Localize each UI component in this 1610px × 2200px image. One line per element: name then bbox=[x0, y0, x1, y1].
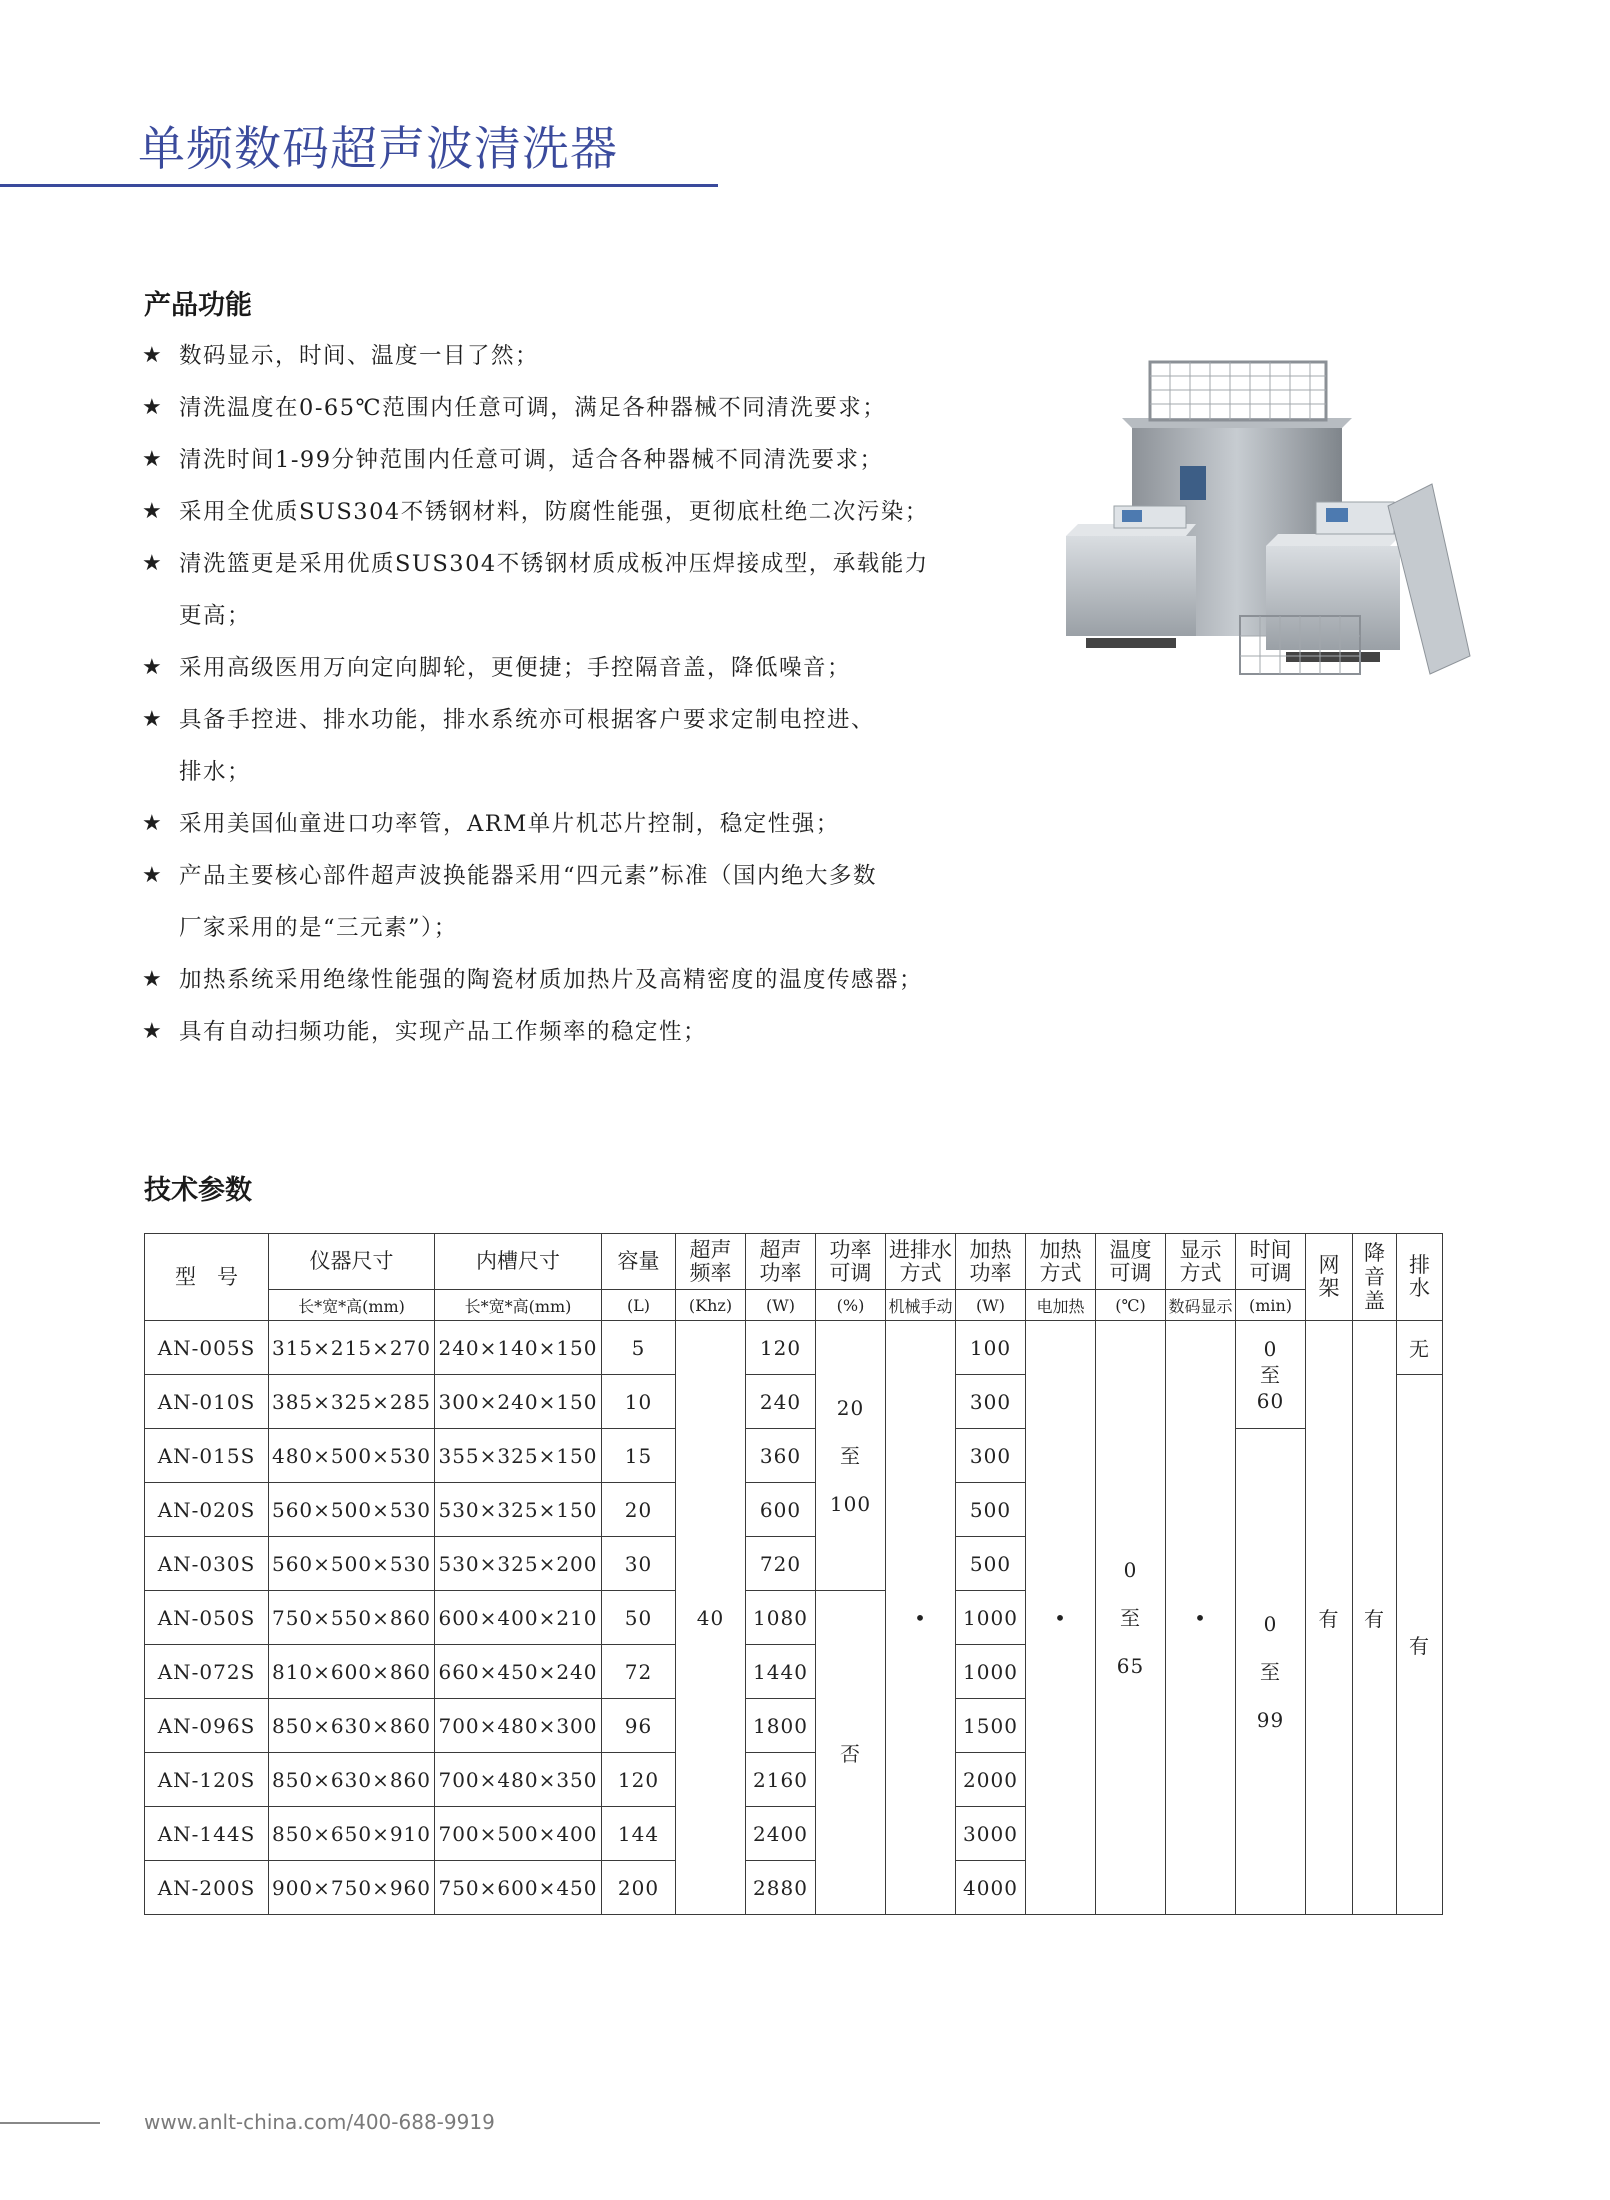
cell-line: 60 bbox=[1256, 1388, 1285, 1413]
cell-model: AN-120S bbox=[145, 1753, 269, 1807]
feature-text: 厂家采用的是“三元素”）； bbox=[179, 915, 458, 941]
cell-model: AN-020S bbox=[145, 1483, 269, 1537]
feature-text: 清洗篮更是采用优质SUS304不锈钢材质成板冲压焊接成型，承载能力 bbox=[179, 551, 929, 577]
feature-item bbox=[142, 954, 1022, 1006]
star-bullet-icon: ★ bbox=[142, 1019, 164, 1044]
cell-heat-power: 3000 bbox=[956, 1807, 1026, 1861]
table-row bbox=[145, 1321, 1443, 1375]
unit-heat-mode: 电加热 bbox=[1026, 1290, 1096, 1321]
unit-display-mode: 数码显示 bbox=[1166, 1290, 1236, 1321]
cell-model: AN-096S bbox=[145, 1699, 269, 1753]
cell-line: 100 bbox=[829, 1491, 872, 1516]
feature-item bbox=[142, 330, 1022, 382]
unit-heat-power: (W) bbox=[956, 1290, 1026, 1321]
cell-inner-size: 700×480×350 bbox=[435, 1753, 602, 1807]
cell-power: 1440 bbox=[746, 1645, 816, 1699]
feature-list bbox=[142, 330, 1022, 1058]
cell-capacity: 15 bbox=[602, 1429, 676, 1483]
cell-time-small bbox=[1236, 1321, 1306, 1429]
spec-table bbox=[144, 1233, 1443, 1915]
feature-text: 产品主要核心部件超声波换能器采用“四元素”标准（国内绝大多数 bbox=[179, 863, 878, 889]
cell-outer-size: 900×750×960 bbox=[269, 1861, 435, 1915]
cell-temp-adj bbox=[1096, 1321, 1166, 1915]
cell-time-large bbox=[1236, 1429, 1306, 1915]
unit-frequency: (Khz) bbox=[676, 1290, 746, 1321]
footer-contact: www.anlt-china.com/400-688-9919 bbox=[144, 2110, 495, 2134]
feature-text: 采用美国仙童进口功率管，ARM单片机芯片控制，稳定性强； bbox=[179, 811, 840, 837]
feature-item bbox=[142, 694, 1022, 798]
cell-heat-power: 100 bbox=[956, 1321, 1026, 1375]
cell-line: 65 bbox=[1116, 1653, 1145, 1678]
cell-inner-size: 300×240×150 bbox=[435, 1375, 602, 1429]
cell-drain-large: 有 bbox=[1397, 1375, 1443, 1915]
cell-heat-power: 1500 bbox=[956, 1699, 1026, 1753]
feature-item bbox=[142, 642, 1022, 694]
cell-power-adj-no: 否 bbox=[816, 1591, 886, 1915]
cell-power: 600 bbox=[746, 1483, 816, 1537]
cell-power: 1800 bbox=[746, 1699, 816, 1753]
cell-inner-size: 530×325×200 bbox=[435, 1537, 602, 1591]
cell-heat-power: 500 bbox=[956, 1537, 1026, 1591]
cell-line: 99 bbox=[1256, 1707, 1285, 1732]
cell-capacity: 10 bbox=[602, 1375, 676, 1429]
cell-outer-size: 385×325×285 bbox=[269, 1375, 435, 1429]
cell-heat-power: 300 bbox=[956, 1375, 1026, 1429]
cell-drain-small: 无 bbox=[1397, 1321, 1443, 1375]
cell-power-adj-yes bbox=[816, 1321, 886, 1591]
feature-item bbox=[142, 798, 1022, 850]
header-rack: 网 架 bbox=[1306, 1234, 1353, 1321]
cell-lid: 有 bbox=[1353, 1321, 1397, 1915]
feature-text: 具备手控进、排水功能，排水系统亦可根据客户要求定制电控进、 bbox=[179, 707, 876, 733]
cell-model: AN-072S bbox=[145, 1645, 269, 1699]
cell-capacity: 200 bbox=[602, 1861, 676, 1915]
cell-capacity: 144 bbox=[602, 1807, 676, 1861]
cell-line: 20 bbox=[836, 1395, 865, 1420]
cell-heat-power: 4000 bbox=[956, 1861, 1026, 1915]
table-row bbox=[145, 1429, 1443, 1483]
cell-heat-power: 500 bbox=[956, 1483, 1026, 1537]
cell-outer-size: 850×630×860 bbox=[269, 1753, 435, 1807]
star-bullet-icon: ★ bbox=[142, 499, 164, 524]
cell-capacity: 30 bbox=[602, 1537, 676, 1591]
cell-power: 2160 bbox=[746, 1753, 816, 1807]
cell-model: AN-005S bbox=[145, 1321, 269, 1375]
unit-time-adjustable: (min) bbox=[1236, 1290, 1306, 1321]
specs-heading: 技术参数 bbox=[144, 1175, 252, 1206]
header-power-adjustable: 功率 可调 bbox=[816, 1234, 886, 1290]
cell-inner-size: 700×500×400 bbox=[435, 1807, 602, 1861]
title-underline bbox=[0, 184, 718, 187]
cell-outer-size: 315×215×270 bbox=[269, 1321, 435, 1375]
cell-model: AN-015S bbox=[145, 1429, 269, 1483]
header-heat-mode: 加热 方式 bbox=[1026, 1234, 1096, 1290]
cell-capacity: 96 bbox=[602, 1699, 676, 1753]
cell-outer-size: 560×500×530 bbox=[269, 1483, 435, 1537]
cell-outer-size: 560×500×530 bbox=[269, 1537, 435, 1591]
cell-power: 360 bbox=[746, 1429, 816, 1483]
cell-model: AN-030S bbox=[145, 1537, 269, 1591]
cell-inner-size: 750×600×450 bbox=[435, 1861, 602, 1915]
cell-display-mode: • bbox=[1166, 1321, 1236, 1915]
cell-inner-size: 355×325×150 bbox=[435, 1429, 602, 1483]
cell-line: 0 bbox=[1263, 1611, 1278, 1636]
header-lid: 降 音 盖 bbox=[1353, 1234, 1397, 1321]
cell-power: 120 bbox=[746, 1321, 816, 1375]
star-bullet-icon: ★ bbox=[142, 707, 164, 732]
cell-model: AN-050S bbox=[145, 1591, 269, 1645]
cell-heat-power: 1000 bbox=[956, 1591, 1026, 1645]
cell-line: 至 bbox=[1260, 1362, 1281, 1387]
star-bullet-icon: ★ bbox=[142, 863, 164, 888]
cell-line: 0 bbox=[1263, 1336, 1278, 1361]
feature-item bbox=[142, 538, 1022, 642]
feature-text: 具有自动扫频功能，实现产品工作频率的稳定性； bbox=[179, 1019, 708, 1045]
cell-heat-power: 300 bbox=[956, 1429, 1026, 1483]
star-bullet-icon: ★ bbox=[142, 967, 164, 992]
unit-temp-adjustable: (℃) bbox=[1096, 1290, 1166, 1321]
cell-power: 2880 bbox=[746, 1861, 816, 1915]
cell-power: 720 bbox=[746, 1537, 816, 1591]
unit-capacity: (L) bbox=[602, 1290, 676, 1321]
cell-line: 至 bbox=[840, 1443, 861, 1468]
feature-text: 数码显示，时间、温度一目了然； bbox=[179, 343, 540, 369]
cell-inner-size: 700×480×300 bbox=[435, 1699, 602, 1753]
cell-outer-size: 750×550×860 bbox=[269, 1591, 435, 1645]
feature-text: 排水； bbox=[179, 759, 252, 785]
header-time-adjustable: 时间 可调 bbox=[1236, 1234, 1306, 1290]
cell-capacity: 5 bbox=[602, 1321, 676, 1375]
star-bullet-icon: ★ bbox=[142, 811, 164, 836]
cell-line: 至 bbox=[1260, 1659, 1281, 1684]
cell-power: 240 bbox=[746, 1375, 816, 1429]
unit-inner-size: 长*宽*高(mm) bbox=[435, 1290, 602, 1321]
header-temp-adjustable: 温度 可调 bbox=[1096, 1234, 1166, 1290]
cell-inner-size: 600×400×210 bbox=[435, 1591, 602, 1645]
cell-rack: 有 bbox=[1306, 1321, 1353, 1915]
cell-heat-power: 2000 bbox=[956, 1753, 1026, 1807]
header-model: 型 号 bbox=[145, 1234, 269, 1321]
cell-inner-size: 660×450×240 bbox=[435, 1645, 602, 1699]
cell-line: 0 bbox=[1123, 1557, 1138, 1582]
header-water-mode: 进排水 方式 bbox=[886, 1234, 956, 1290]
product-photo bbox=[1060, 356, 1472, 686]
header-frequency: 超声 频率 bbox=[676, 1234, 746, 1290]
header-drain: 排 水 bbox=[1397, 1234, 1443, 1321]
feature-text: 采用全优质SUS304不锈钢材料，防腐性能强，更彻底杜绝二次污染； bbox=[179, 499, 929, 525]
cell-capacity: 120 bbox=[602, 1753, 676, 1807]
feature-text: 采用高级医用万向定向脚轮，更便捷；手控隔音盖，降低噪音； bbox=[179, 655, 852, 681]
header-power: 超声 功率 bbox=[746, 1234, 816, 1290]
unit-power-adjustable: (%) bbox=[816, 1290, 886, 1321]
cell-capacity: 72 bbox=[602, 1645, 676, 1699]
cell-power: 1080 bbox=[746, 1591, 816, 1645]
feature-item bbox=[142, 434, 1022, 486]
cell-inner-size: 240×140×150 bbox=[435, 1321, 602, 1375]
header-outer-size: 仪器尺寸 bbox=[269, 1234, 435, 1290]
feature-text: 清洗时间1-99分钟范围内任意可调，适合各种器械不同清洗要求； bbox=[179, 447, 884, 473]
cell-water-mode: • bbox=[886, 1321, 956, 1915]
header-capacity: 容量 bbox=[602, 1234, 676, 1290]
cell-capacity: 20 bbox=[602, 1483, 676, 1537]
unit-water-mode: 机械手动 bbox=[886, 1290, 956, 1321]
header-display-mode: 显示 方式 bbox=[1166, 1234, 1236, 1290]
feature-item bbox=[142, 486, 1022, 538]
cell-heat-power: 1000 bbox=[956, 1645, 1026, 1699]
cell-heat-mode: • bbox=[1026, 1321, 1096, 1915]
cell-model: AN-200S bbox=[145, 1861, 269, 1915]
page-title: 单频数码超声波清洗器 bbox=[138, 122, 618, 177]
cell-outer-size: 480×500×530 bbox=[269, 1429, 435, 1483]
cell-outer-size: 850×630×860 bbox=[269, 1699, 435, 1753]
cell-power: 2400 bbox=[746, 1807, 816, 1861]
footer-rule bbox=[0, 2122, 100, 2124]
feature-text: 清洗温度在0-65℃范围内任意可调，满足各种器械不同清洗要求； bbox=[179, 395, 887, 421]
feature-item bbox=[142, 1006, 1022, 1058]
feature-text: 加热系统采用绝缘性能强的陶瓷材质加热片及高精密度的温度传感器； bbox=[179, 967, 924, 993]
feature-item bbox=[142, 850, 1022, 954]
star-bullet-icon: ★ bbox=[142, 395, 164, 420]
feature-text: 更高； bbox=[179, 603, 252, 629]
cell-model: AN-144S bbox=[145, 1807, 269, 1861]
unit-outer-size: 长*宽*高(mm) bbox=[269, 1290, 435, 1321]
cell-outer-size: 850×650×910 bbox=[269, 1807, 435, 1861]
feature-item bbox=[142, 382, 1022, 434]
cell-line: 至 bbox=[1120, 1605, 1141, 1630]
unit-power: (W) bbox=[746, 1290, 816, 1321]
header-heat-power: 加热 功率 bbox=[956, 1234, 1026, 1290]
cell-inner-size: 530×325×150 bbox=[435, 1483, 602, 1537]
star-bullet-icon: ★ bbox=[142, 343, 164, 368]
header-inner-size: 内槽尺寸 bbox=[435, 1234, 602, 1290]
features-heading: 产品功能 bbox=[144, 290, 252, 321]
cell-capacity: 50 bbox=[602, 1591, 676, 1645]
cell-frequency: 40 bbox=[676, 1321, 746, 1915]
star-bullet-icon: ★ bbox=[142, 551, 164, 576]
star-bullet-icon: ★ bbox=[142, 655, 164, 680]
star-bullet-icon: ★ bbox=[142, 447, 164, 472]
cell-model: AN-010S bbox=[145, 1375, 269, 1429]
cell-outer-size: 810×600×860 bbox=[269, 1645, 435, 1699]
